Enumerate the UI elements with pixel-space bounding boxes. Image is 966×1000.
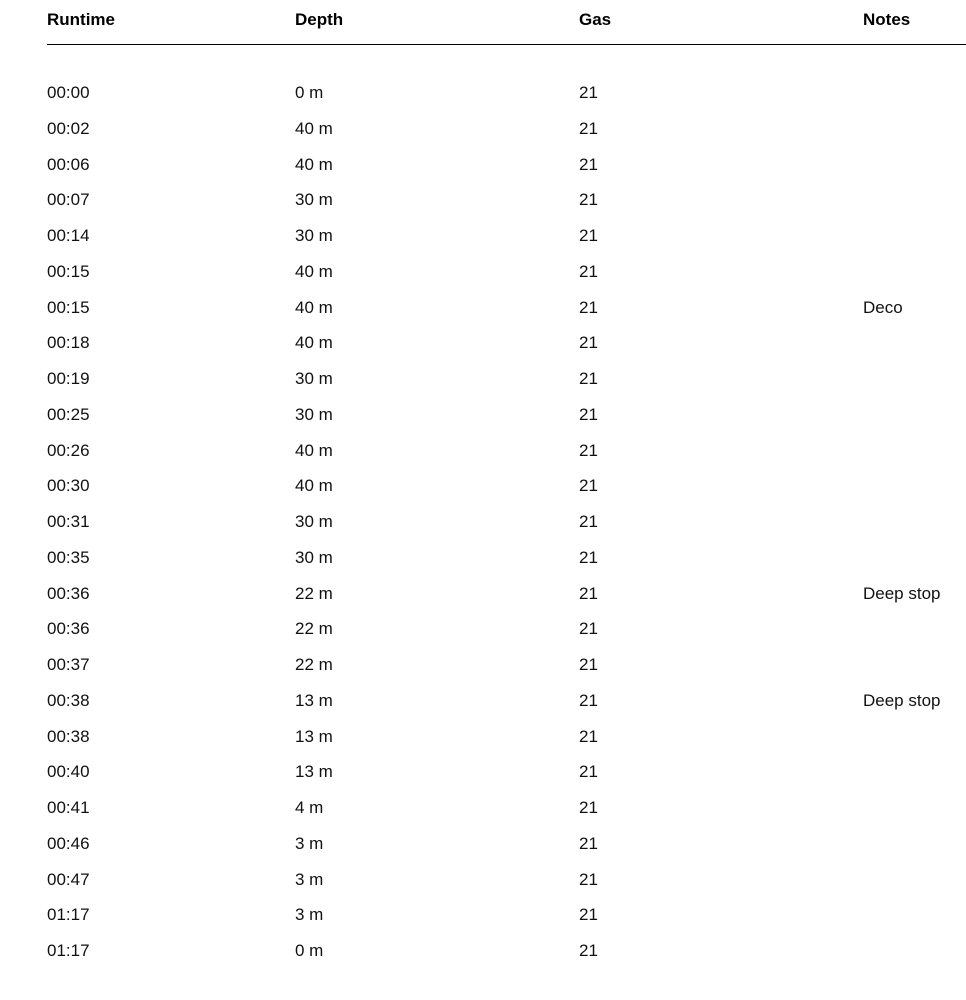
cell-depth: 40 m (295, 440, 333, 460)
table-row (0, 111, 966, 147)
cell-gas: 21 (579, 190, 598, 210)
cell-gas: 21 (579, 941, 598, 960)
cell-runtime: 00:41 (47, 798, 90, 817)
table-row (0, 325, 966, 361)
cell-runtime: 00:15 (47, 261, 90, 281)
header-notes: Notes (863, 10, 911, 29)
cell-gas: 21 (579, 297, 598, 317)
cell-runtime: 00:35 (47, 547, 90, 567)
cell-depth: 40 m (295, 118, 333, 138)
cell-depth: 30 m (295, 512, 333, 531)
cell-depth: 30 m (295, 404, 333, 424)
table-row (0, 254, 966, 290)
cell-depth: 0 m (295, 941, 324, 960)
cell-gas: 21 (579, 333, 598, 353)
cell-depth: 30 m (295, 226, 333, 245)
cell-depth: 0 m (295, 83, 324, 102)
table-row (0, 897, 966, 933)
table-row (0, 361, 966, 397)
cell-runtime: 00:07 (47, 190, 90, 210)
cell-gas: 21 (579, 547, 598, 567)
cell-runtime: 00:02 (47, 118, 90, 138)
cell-runtime: 00:30 (47, 476, 90, 496)
cell-runtime: 00:40 (47, 762, 90, 782)
cell-runtime: 01:17 (47, 905, 90, 925)
cell-depth: 40 m (295, 261, 333, 281)
cell-depth: 30 m (295, 547, 333, 567)
table-row (0, 504, 966, 540)
table-row (0, 826, 966, 862)
cell-runtime: 00:38 (47, 726, 90, 746)
header-gas: Gas (579, 10, 612, 29)
table-row (0, 576, 966, 612)
cell-depth: 22 m (295, 583, 333, 603)
cell-depth: 30 m (295, 369, 333, 388)
cell-runtime: 00:25 (47, 404, 90, 424)
cell-depth: 40 m (295, 333, 333, 353)
cell-gas: 21 (579, 440, 598, 460)
cell-gas: 21 (579, 655, 598, 674)
header-runtime: Runtime (47, 10, 115, 29)
cell-depth: 4 m (295, 798, 324, 817)
cell-gas: 21 (579, 118, 598, 138)
cell-runtime: 00:14 (47, 226, 90, 245)
cell-gas: 21 (579, 690, 598, 710)
cell-runtime: 00:38 (47, 690, 90, 710)
cell-depth: 40 m (295, 297, 333, 317)
table-row (0, 75, 966, 111)
table-row (0, 540, 966, 576)
table-row (0, 611, 966, 647)
cell-runtime: 00:46 (47, 833, 90, 853)
cell-runtime: 00:15 (47, 297, 90, 317)
cell-runtime: 00:36 (47, 583, 90, 603)
cell-depth: 22 m (295, 655, 333, 674)
cell-gas: 21 (579, 619, 598, 639)
cell-runtime: 00:26 (47, 440, 90, 460)
table-body (0, 75, 966, 969)
cell-gas: 21 (579, 583, 598, 603)
cell-depth: 40 m (295, 154, 333, 174)
cell-depth: 40 m (295, 476, 333, 496)
table-row (0, 468, 966, 504)
cell-gas: 21 (579, 261, 598, 281)
table-row (0, 182, 966, 218)
table-row (0, 647, 966, 683)
cell-notes: Deco (863, 297, 903, 317)
table-row (0, 933, 966, 969)
cell-depth: 13 m (295, 690, 333, 710)
table-row (0, 397, 966, 433)
cell-gas: 21 (579, 798, 598, 817)
cell-gas: 21 (579, 154, 598, 174)
cell-depth: 3 m (295, 905, 324, 925)
table-row (0, 147, 966, 183)
cell-runtime: 00:31 (47, 512, 90, 531)
cell-gas: 21 (579, 762, 598, 782)
table-row (0, 683, 966, 719)
header-depth: Depth (295, 10, 344, 29)
cell-gas: 21 (579, 833, 598, 853)
cell-notes: Deep stop (863, 583, 941, 603)
cell-runtime: 00:18 (47, 333, 90, 353)
cell-gas: 21 (579, 83, 598, 102)
table-row (0, 790, 966, 826)
table-row (0, 218, 966, 254)
cell-depth: 22 m (295, 619, 333, 639)
cell-gas: 21 (579, 512, 598, 531)
cell-depth: 30 m (295, 190, 333, 210)
cell-notes: Deep stop (863, 690, 941, 710)
cell-gas: 21 (579, 869, 598, 889)
cell-runtime: 00:37 (47, 655, 90, 674)
cell-depth: 3 m (295, 869, 324, 889)
cell-runtime: 00:06 (47, 154, 90, 174)
table-row (0, 290, 966, 326)
cell-runtime: 00:36 (47, 619, 90, 639)
cell-depth: 13 m (295, 726, 333, 746)
table-row (0, 719, 966, 755)
table-row (0, 862, 966, 898)
cell-gas: 21 (579, 905, 598, 925)
cell-runtime: 00:00 (47, 83, 90, 102)
cell-depth: 3 m (295, 833, 324, 853)
table-header (47, 0, 966, 45)
cell-runtime: 01:17 (47, 941, 90, 960)
cell-depth: 13 m (295, 762, 333, 782)
cell-gas: 21 (579, 226, 598, 245)
cell-gas: 21 (579, 404, 598, 424)
cell-gas: 21 (579, 476, 598, 496)
cell-gas: 21 (579, 726, 598, 746)
cell-runtime: 00:19 (47, 369, 90, 388)
cell-runtime: 00:47 (47, 869, 90, 889)
cell-gas: 21 (579, 369, 598, 388)
table-row (0, 433, 966, 469)
table-row (0, 754, 966, 790)
